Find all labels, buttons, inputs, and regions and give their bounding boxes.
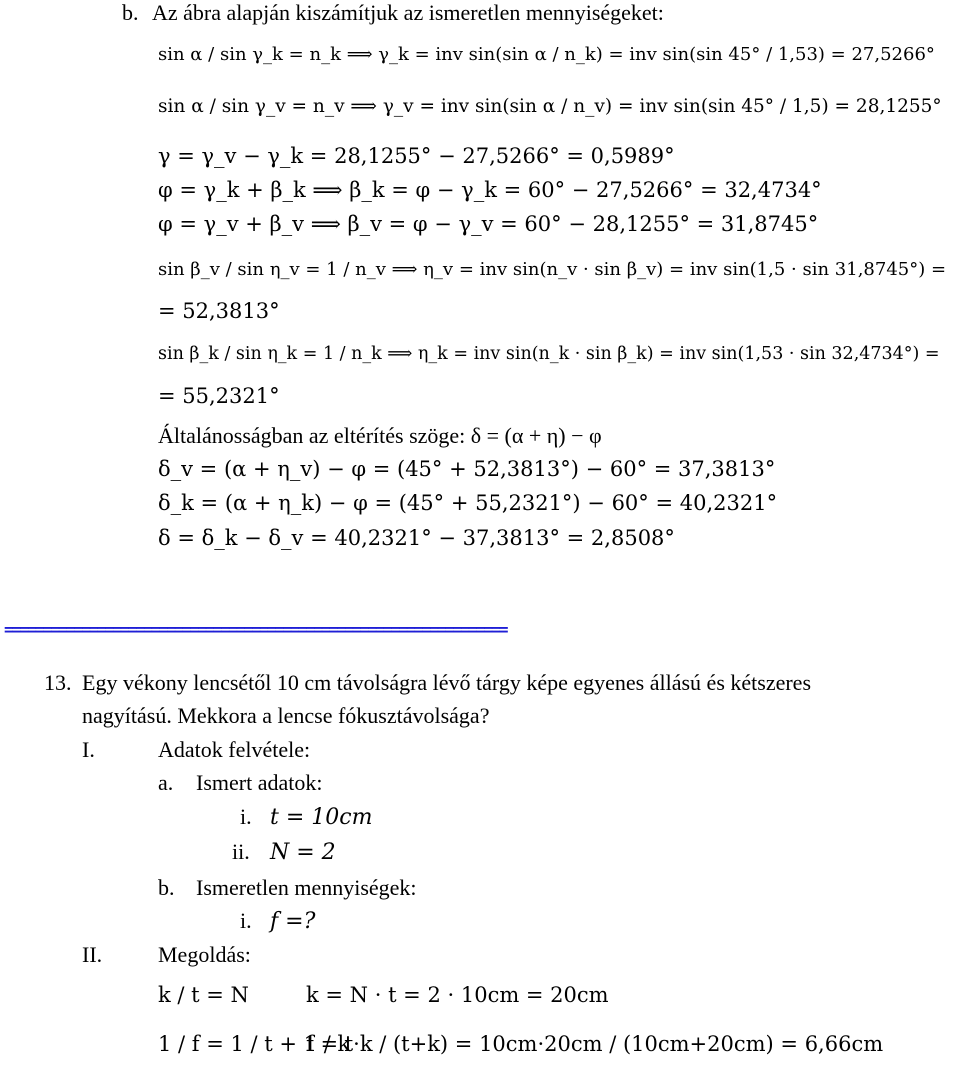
unknown-item-f-value: f =?	[270, 909, 316, 934]
solution-row-1-left: k / t = N	[158, 983, 249, 1007]
equation-gamma-k: sin α / sin γ_k = n_k ⟹ γ_k = inv sin(sin α / n_k) = inv sin(sin 45° / 1,53) = 27,5266°	[158, 44, 935, 65]
known-data-title: Ismert adatok:	[196, 770, 323, 795]
part-b-marker: b.	[122, 0, 139, 25]
part-b-heading	[122, 0, 664, 26]
solution-row-2-right: f = t·k / (t+k) = 10cm·20cm / (10cm+20cm) = 6,66cm	[306, 1032, 884, 1056]
known-item-n-marker: ii.	[232, 839, 250, 864]
known-item-n	[232, 839, 336, 866]
unknown-data-title: Ismeretlen mennyiségek:	[196, 875, 417, 900]
known-item-t-value: t = 10cm	[270, 805, 373, 830]
unknown-data-heading	[158, 875, 417, 901]
section-1-heading	[82, 737, 310, 763]
section-separator: =================================================================	[4, 620, 507, 639]
known-data-marker: a.	[158, 770, 174, 795]
equation-eta-v-result: = 52,3813°	[158, 299, 280, 323]
problem-13-text-line1	[44, 670, 811, 696]
equation-delta: δ = δ_k − δ_v = 40,2321° − 37,3813° = 2,8508°	[158, 526, 675, 550]
solution-row-1-right: k = N · t = 2 · 10cm = 20cm	[306, 983, 609, 1007]
section-2-marker: II.	[82, 942, 103, 967]
equation-beta-v: φ = γ_v + β_v ⟹ β_v = φ − γ_v = 60° − 28,1255° = 31,8745°	[158, 212, 819, 236]
solution-row-2-left: 1 / f = 1 / t + 1 / k	[158, 1032, 351, 1056]
problem-13-number: 13.	[44, 670, 72, 695]
problem-13-statement: Egy vékony lencsétől 10 cm távolságra lévő tárgy képe egyenes állású és kétszeres	[82, 670, 812, 695]
section-1-marker: I.	[82, 737, 95, 762]
equation-delta-k: δ_k = (α + η_k) − φ = (45° + 55,2321°) − 60° = 40,2321°	[158, 491, 778, 515]
equation-eta-v: sin β_v / sin η_v = 1 / n_v ⟹ η_v = inv sin(n_v · sin β_v) = inv sin(1,5 · sin 31,8745°) =	[158, 259, 947, 280]
section-1-title: Adatok felvétele:	[158, 737, 311, 762]
section-2-heading	[82, 942, 251, 968]
known-item-n-value: N = 2	[270, 840, 336, 865]
problem-13-text-line2: nagyítású. Mekkora a lencse fókusztávolsága?	[82, 703, 490, 728]
equation-eta-k: sin β_k / sin η_k = 1 / n_k ⟹ η_k = inv sin(n_k · sin β_k) = inv sin(1,53 · sin 32,4734°) =	[158, 344, 940, 364]
equation-gamma-v: sin α / sin γ_v = n_v ⟹ γ_v = inv sin(sin α / n_v) = inv sin(sin 45° / 1,5) = 28,1255°	[158, 96, 942, 117]
deflection-general-formula: Általánosságban az eltérítés szöge: δ = (α + η) − φ	[158, 423, 602, 448]
section-2-title: Megoldás:	[158, 942, 251, 967]
known-item-t	[240, 804, 372, 831]
unknown-data-marker: b.	[158, 875, 175, 900]
known-item-t-marker: i.	[240, 804, 252, 829]
equation-delta-v: δ_v = (α + η_v) − φ = (45° + 52,3813°) − 60° = 37,3813°	[158, 457, 776, 481]
unknown-item-f-marker: i.	[240, 908, 252, 933]
known-data-heading	[158, 770, 322, 796]
equation-gamma-difference: γ = γ_v − γ_k = 28,1255° − 27,5266° = 0,5989°	[158, 144, 675, 168]
equation-eta-k-result: = 55,2321°	[158, 384, 280, 408]
part-b-title: Az ábra alapján kiszámítjuk az ismeretlen mennyiségeket:	[152, 0, 664, 25]
equation-beta-k: φ = γ_k + β_k ⟹ β_k = φ − γ_k = 60° − 27,5266° = 32,4734°	[158, 178, 822, 202]
unknown-item-f	[240, 908, 315, 935]
